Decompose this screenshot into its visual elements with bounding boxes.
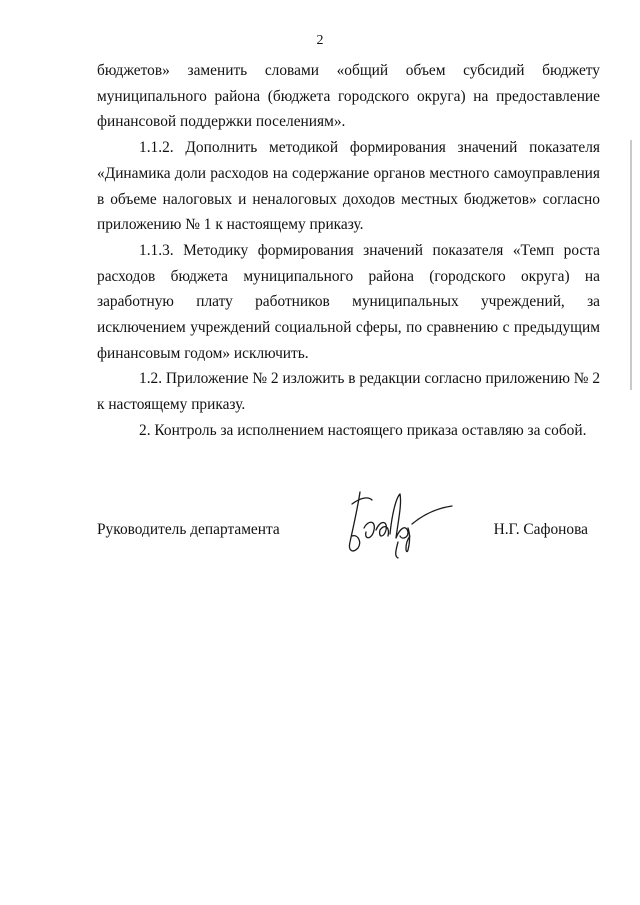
scan-edge-shadow [630, 140, 632, 390]
handwritten-signature [338, 484, 458, 564]
signature-block [97, 512, 600, 572]
page-number: 2 [316, 33, 324, 48]
paragraph-2: 2. Контроль за исполнением настоящего приказа оставляю за собой. [139, 421, 587, 439]
signatory-name: Н.Г. Сафонова [493, 521, 588, 538]
signatory-position: Руководитель департамента [97, 521, 280, 538]
paragraph-continuation: бюджетов» заменить словами «общий объем субсидий бюджету муниципального района (бюджета городского округа) на предоставление финансовой поддержки поселениям». [97, 62, 600, 131]
paragraph-1-1-2: 1.1.2. Дополнить методикой формирования значений показателя «Динамика доли расходов на содержание органов местного самоуправления в объеме налоговых и неналоговых доходов местных бюджетов» согласно приложению № 1 к настоящему приказу. [97, 139, 600, 234]
document-body [97, 58, 600, 444]
paragraph-1-1-3: 1.1.3. Методику формирования значений показателя «Темп роста расходов бюджета муниципального района (городского округа) на заработную плату работников муниципальных учреждений, за исключением учреждений социальной сферы, по сравнению с предыдущим финансовым годом» исключить. [97, 241, 600, 362]
paragraph-1-2: 1.2. Приложение № 2 изложить в редакции согласно приложению № 2 к настоящему приказу. [97, 370, 601, 414]
